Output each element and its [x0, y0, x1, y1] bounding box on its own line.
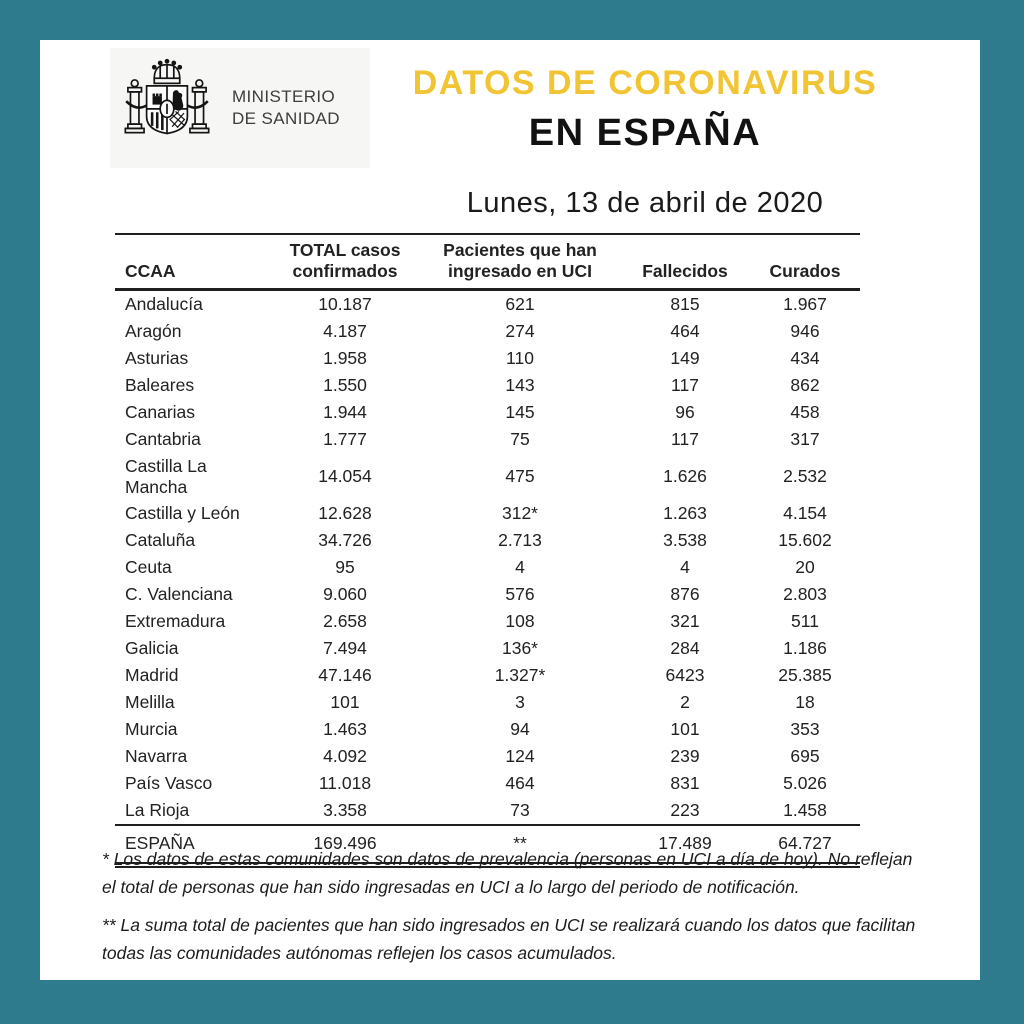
covid-data-table	[115, 233, 860, 868]
table-body	[115, 289, 860, 825]
value-cell: 34.726	[318, 530, 372, 551]
value-cell: 2.532	[783, 466, 827, 487]
value-cell: 117	[671, 429, 699, 450]
column-header-uci: Pacientes que han ingresado en UCI	[420, 234, 620, 289]
ministry-logo	[110, 48, 370, 168]
footnote-2: ** La suma total de pacientes que han sido ingresados en UCI se realizará cuando los datos que facilitan todas las comunidades autónomas reflejen los casos acumulados.	[102, 915, 916, 963]
region-cell: Ceuta	[125, 557, 172, 578]
table-row	[115, 426, 860, 453]
value-cell: 1.263	[663, 503, 707, 524]
header-row	[115, 234, 860, 289]
region-cell: C. Valenciana	[125, 584, 233, 605]
value-cell: 274	[505, 321, 535, 342]
value-cell: 4	[680, 557, 690, 578]
region-cell: Murcia	[125, 719, 178, 740]
value-cell: 14.054	[318, 466, 372, 487]
value-cell: 321	[670, 611, 700, 632]
value-cell: 831	[670, 773, 700, 794]
main-title: DATOS DE CORONAVIRUS	[412, 64, 878, 102]
value-cell: 145	[505, 402, 535, 423]
value-cell: 4	[515, 557, 525, 578]
infographic-card	[40, 40, 980, 980]
value-cell: 1.944	[323, 402, 367, 423]
subtitle: EN ESPAÑA	[528, 112, 762, 154]
table-header	[115, 234, 860, 289]
value-cell: 75	[510, 429, 530, 450]
value-cell: 475	[505, 466, 535, 487]
value-cell: 94	[510, 719, 530, 740]
region-cell: Navarra	[125, 746, 188, 767]
region-cell: Asturias	[125, 348, 189, 369]
table-row	[115, 318, 860, 345]
column-header-curados: Curados	[750, 234, 860, 289]
column-header-fallecidos: Fallecidos	[620, 234, 750, 289]
value-cell: 312*	[501, 503, 538, 524]
table-row	[115, 635, 860, 662]
region-cell: Galicia	[125, 638, 179, 659]
region-cell: Cataluña	[125, 530, 196, 551]
value-cell: 2.803	[783, 584, 827, 605]
table-row	[115, 608, 860, 635]
spain-coat-of-arms-icon	[116, 54, 218, 162]
table-row	[115, 500, 860, 527]
value-cell: 1.550	[323, 375, 367, 396]
value-cell: 353	[790, 719, 820, 740]
ministry-name	[232, 86, 340, 131]
value-cell: 1.458	[750, 797, 860, 825]
value-cell: 1.463	[323, 719, 367, 740]
value-cell: 12.628	[318, 503, 372, 524]
region-cell: Andalucía	[125, 294, 203, 315]
value-cell: 223	[620, 797, 750, 825]
value-cell: 464	[670, 321, 700, 342]
value-cell: 3.538	[663, 530, 707, 551]
value-cell: 143	[505, 375, 535, 396]
region-cell: La Rioja	[115, 797, 270, 825]
value-cell: 7.494	[323, 638, 367, 659]
table-row	[115, 399, 860, 426]
value-cell: 284	[670, 638, 700, 659]
table-row	[115, 797, 860, 825]
value-cell: 2.713	[498, 530, 542, 551]
table-row	[115, 581, 860, 608]
value-cell: 1.186	[783, 638, 827, 659]
value-cell: 5.026	[783, 773, 827, 794]
value-cell: 239	[670, 746, 700, 767]
value-cell: 4.092	[323, 746, 367, 767]
total-fallecidos: 17.489	[620, 825, 750, 865]
region-cell: Extremadura	[125, 611, 226, 632]
footnotes	[102, 846, 924, 979]
value-cell: 1.958	[323, 348, 367, 369]
value-cell: 136*	[501, 638, 538, 659]
value-cell: 1.327*	[494, 665, 546, 686]
value-cell: 695	[790, 746, 820, 767]
table-row	[115, 289, 860, 318]
region-cell: País Vasco	[125, 773, 213, 794]
region-cell: Canarias	[125, 402, 196, 423]
total-curados: 64.727	[750, 825, 860, 865]
value-cell: 3.358	[270, 797, 420, 825]
table-row	[115, 743, 860, 770]
value-cell: 18	[795, 692, 815, 713]
table-row	[115, 527, 860, 554]
region-cell: Baleares	[125, 375, 195, 396]
table-row	[115, 716, 860, 743]
value-cell: 73	[420, 797, 620, 825]
value-cell: 876	[670, 584, 700, 605]
region-cell: Castilla La Mancha	[125, 455, 207, 497]
value-cell: 4.154	[783, 503, 827, 524]
table-row	[115, 345, 860, 372]
value-cell: 862	[790, 375, 820, 396]
table-row	[115, 770, 860, 797]
value-cell: 458	[790, 402, 820, 423]
value-cell: 464	[505, 773, 535, 794]
value-cell: 434	[790, 348, 820, 369]
value-cell: 15.602	[778, 530, 832, 551]
value-cell: 1.626	[663, 466, 707, 487]
value-cell: 110	[506, 348, 534, 369]
ministry-name-line2: DE SANIDAD	[232, 109, 340, 128]
value-cell: 9.060	[323, 584, 367, 605]
title-block	[345, 64, 945, 220]
date-heading: Lunes, 13 de abril de 2020	[466, 187, 824, 219]
value-cell: 149	[670, 348, 700, 369]
ministry-name-line1: MINISTERIO	[232, 86, 336, 106]
region-cell: Madrid	[125, 665, 179, 686]
column-header-ccaa: CCAA	[115, 234, 270, 289]
value-cell: 101	[670, 719, 700, 740]
value-cell: 4.187	[323, 321, 367, 342]
region-cell: Melilla	[125, 692, 175, 713]
value-cell: 6423	[665, 665, 705, 686]
value-cell: 3	[515, 692, 525, 713]
table-row	[115, 453, 860, 500]
value-cell: 25.385	[778, 665, 832, 686]
value-cell: 117	[671, 375, 699, 396]
total-casos: 169.496	[270, 825, 420, 865]
footnote-1: * Los datos de estas comunidades son datos de prevalencia (personas en UCI a día de hoy). No reflejan el total de personas que han sido ingresadas en UCI a lo largo del periodo de notificación.	[102, 849, 913, 897]
value-cell: 20	[795, 557, 815, 578]
value-cell: 2	[680, 692, 690, 713]
region-cell: Aragón	[125, 321, 182, 342]
value-cell: 511	[791, 611, 819, 632]
table-row	[115, 554, 860, 581]
value-cell: 108	[505, 611, 535, 632]
value-cell: 1.967	[783, 294, 827, 315]
value-cell: 815	[670, 294, 700, 315]
region-cell: Castilla y León	[125, 503, 240, 524]
value-cell: 2.658	[323, 611, 367, 632]
value-cell: 96	[675, 402, 695, 423]
value-cell: 1.777	[323, 429, 367, 450]
table-row	[115, 372, 860, 399]
value-cell: 11.018	[318, 773, 372, 794]
value-cell: 124	[505, 746, 535, 767]
table-row	[115, 662, 860, 689]
column-header-total-casos: TOTAL casos confirmados	[270, 234, 420, 289]
value-cell: 10.187	[318, 294, 372, 315]
table-row	[115, 689, 860, 716]
region-cell: Cantabria	[125, 429, 201, 450]
value-cell: 317	[790, 429, 820, 450]
value-cell: 576	[505, 584, 535, 605]
value-cell: 101	[330, 692, 360, 713]
value-cell: 95	[335, 557, 355, 578]
value-cell: 47.146	[318, 665, 372, 686]
total-uci: **	[420, 825, 620, 865]
value-cell: 621	[505, 294, 535, 315]
total-label: ESPAÑA	[115, 825, 270, 865]
value-cell: 946	[790, 321, 820, 342]
